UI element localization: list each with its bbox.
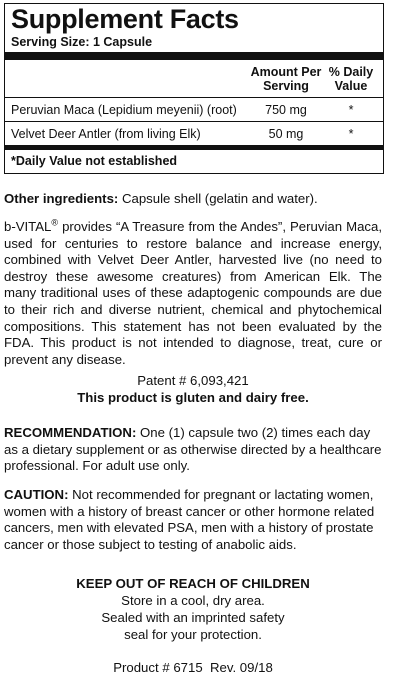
- facts-title: Supplement Facts: [11, 4, 239, 34]
- ingredient-amount: 50 mg: [268, 127, 304, 141]
- caution: [4, 487, 382, 553]
- supplement-facts-panel: [4, 3, 384, 174]
- facts-row: [5, 122, 383, 145]
- facts-row: [5, 98, 383, 122]
- other-ingredients: [4, 191, 382, 208]
- dv-header-line2: Value: [334, 79, 368, 93]
- product-description: [4, 219, 382, 368]
- storage-line-3: seal for your protection.: [124, 627, 262, 642]
- daily-value-header: [325, 65, 377, 93]
- recommendation-text: One (1) capsule two (2) times each day as a dietary supplement or as otherwise directed by a healthcare professional. For adult use only.: [4, 425, 382, 474]
- ingredient-amount: 750 mg: [265, 103, 307, 117]
- serving-size: Serving Size: 1 Capsule: [11, 35, 153, 49]
- amount-per-serving-header: [247, 65, 325, 93]
- other-ingredients-text: Capsule shell (gelatin and water).: [118, 191, 318, 206]
- storage-line-2: Sealed with an imprinted safety: [101, 610, 285, 625]
- ingredient-name: Velvet Deer Antler (from living Elk): [11, 127, 201, 141]
- ingredient-dv: *: [348, 103, 354, 117]
- thick-divider: [5, 52, 383, 60]
- patent-number: Patent # 6,093,421: [137, 373, 249, 388]
- product-number: Product # 6715 Rev. 09/18: [113, 660, 273, 675]
- recommendation: [4, 425, 382, 475]
- caution-label: CAUTION:: [4, 487, 69, 502]
- gluten-dairy-free: This product is gluten and dairy free.: [77, 390, 309, 405]
- dv-header-line1: % Daily: [328, 65, 374, 79]
- recommendation-label: RECOMMENDATION:: [4, 425, 137, 440]
- facts-column-header: [5, 60, 383, 98]
- daily-value-footnote: *Daily Value not established: [11, 154, 178, 168]
- description-text: provides “A Treasure from the Andes”, Peruvian Maca, used for centuries to restore balance and increase energy, combined with Velvet Deer Antler, harvested live (no need to destroy these awesome creatures) from American Elk. The many traditional uses of these adaptogenic compounds are due to their rich and diverse nutrient, chemical and phytochemical compositions. This statement has not been evaluated by the FDA. This product is not intended to diagnose, treat, cure or prevent any disease.: [4, 219, 382, 367]
- keep-out-of-reach: KEEP OUT OF REACH OF CHILDREN: [76, 576, 310, 591]
- ingredient-dv: *: [348, 127, 354, 141]
- amount-header-line1: Amount Per: [250, 65, 322, 79]
- caution-text: Not recommended for pregnant or lactating women, women with a history of breast cancer or other hormone related cancers, men with elevated PSA, men with a history of prostate cancer or those subject to testing of anabolic aids.: [4, 487, 375, 552]
- brand-name: b-VITAL: [4, 219, 52, 234]
- ingredient-name: Peruvian Maca (Lepidium meyenii) (root): [11, 103, 237, 117]
- storage-line-1: Store in a cool, dry area.: [121, 593, 265, 608]
- amount-header-line2: Serving: [263, 79, 309, 93]
- registered-mark: ®: [51, 217, 59, 228]
- other-ingredients-label: Other ingredients:: [4, 191, 119, 206]
